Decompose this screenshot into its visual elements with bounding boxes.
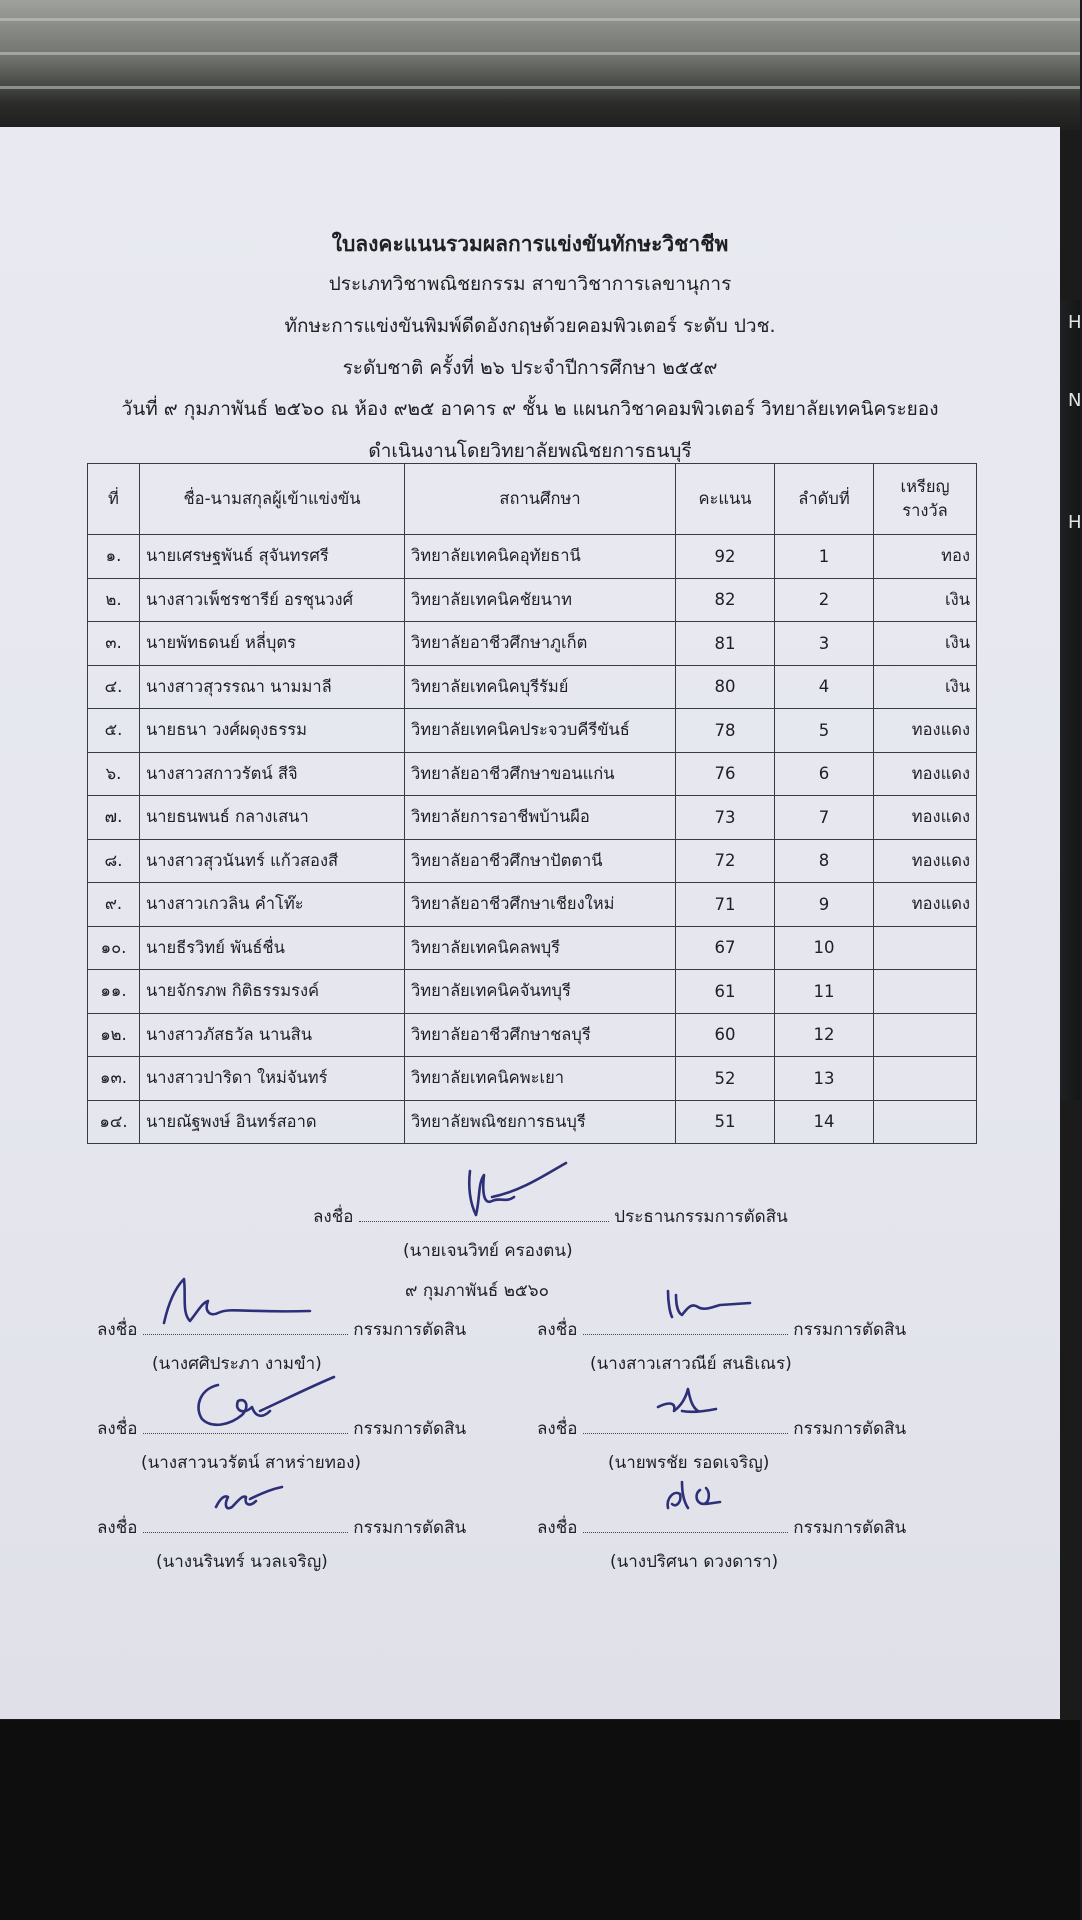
header-score: คะแนน [676, 464, 775, 535]
medal-award [874, 926, 977, 970]
judge-3-signature-mark [190, 1367, 340, 1437]
medal-award: เงิน [874, 622, 977, 666]
row-number: ๑๑. [88, 970, 140, 1014]
rank: 3 [775, 622, 874, 666]
medal-award: เงิน [874, 665, 977, 709]
subtitle-skill: ทักษะการแข่งขันพิมพ์ดีดอังกฤษด้วยคอมพิวเตอร์ ระดับ ปวช. [284, 315, 776, 337]
judge-6-signature-mark [660, 1472, 730, 1522]
school-name: วิทยาลัยเทคนิคชัยนาท [405, 578, 676, 622]
score: 80 [676, 665, 775, 709]
sign-label: ลงชื่อ [97, 1320, 138, 1340]
judge-4-signature-mark [652, 1367, 722, 1427]
table-row [88, 1100, 977, 1144]
row-number: ๑๒. [88, 1013, 140, 1057]
header-no: ที่ [88, 464, 140, 535]
table-row [88, 926, 977, 970]
medal-award: ทอง [874, 535, 977, 579]
school-name: วิทยาลัยเทคนิคจันทบุรี [405, 970, 676, 1014]
score: 71 [676, 883, 775, 927]
header-name: ชื่อ-นามสกุลผู้เข้าแข่งขัน [140, 464, 405, 535]
row-number: ๔. [88, 665, 140, 709]
school-name: วิทยาลัยอาชีวศึกษาชลบุรี [405, 1013, 676, 1057]
table-row [88, 796, 977, 840]
medal-award [874, 1013, 977, 1057]
medal-award: ทองแดง [874, 752, 977, 796]
school-name: วิทยาลัยการอาชีพบ้านผือ [405, 796, 676, 840]
score: 60 [676, 1013, 775, 1057]
school-name: วิทยาลัยอาชีวศึกษาภูเก็ต [405, 622, 676, 666]
contestant-name: นางสาวสกาวรัตน์ สีจิ [140, 752, 405, 796]
header-school: สถานศึกษา [405, 464, 676, 535]
table-row [88, 535, 977, 579]
table-header-row [88, 464, 977, 535]
contestant-name: นางสาวสุวนันทร์ แก้วสองสี [140, 839, 405, 883]
school-name: วิทยาลัยเทคนิคลพบุรี [405, 926, 676, 970]
row-number: ๗. [88, 796, 140, 840]
subtitle-date-venue: วันที่ ๙ กุมภาพันธ์ ๒๕๖๐ ณ ห้อง ๙๒๕ อาคาร ๙ ชั้น ๒ แผนกวิชาคอมพิวเตอร์ วิทยาลัยเทคนิคระยอง [121, 398, 939, 420]
table-row [88, 578, 977, 622]
rank: 1 [775, 535, 874, 579]
contestant-name: นางสาวภัสธวัล นานสิน [140, 1013, 405, 1057]
chair-name: (นายเจนวิทย์ ครองตน) [403, 1241, 573, 1261]
judge-role: กรรมการตัดสิน [353, 1320, 467, 1340]
rank: 9 [775, 883, 874, 927]
row-number: ๑. [88, 535, 140, 579]
contestant-name: นายธนา วงศ์ผดุงธรรม [140, 709, 405, 753]
rank: 7 [775, 796, 874, 840]
sign-label: ลงชื่อ [97, 1419, 138, 1439]
background-window-frame [0, 0, 1080, 130]
medal-award: ทองแดง [874, 709, 977, 753]
score: 73 [676, 796, 775, 840]
contestant-name: นางสาวเพ็ชรชารีย์ อรชุนวงศ์ [140, 578, 405, 622]
contestant-name: นายธีรวิทย์ พันธ์ชื่น [140, 926, 405, 970]
sign-label: ลงชื่อ [313, 1207, 354, 1227]
school-name: วิทยาลัยอาชีวศึกษาปัตตานี [405, 839, 676, 883]
score: 61 [676, 970, 775, 1014]
rank: 2 [775, 578, 874, 622]
judge-1-name: (นางศศิประภา งามขำ) [152, 1354, 322, 1374]
document-title: ใบลงคะแนนรวมผลการแข่งขันทักษะวิชาชีพ [331, 232, 729, 256]
medal-award: เงิน [874, 578, 977, 622]
sign-label: ลงชื่อ [97, 1518, 138, 1538]
judge-role: กรรมการตัดสิน [353, 1419, 467, 1439]
school-name: วิทยาลัยเทคนิคพะเยา [405, 1057, 676, 1101]
judge-3-name: (นางสาวนวรัตน์ สาหร่ายทอง) [141, 1453, 362, 1473]
score: 51 [676, 1100, 775, 1144]
contestant-name: นางสาวปาริดา ใหม่จันทร์ [140, 1057, 405, 1101]
sign-label: ลงชื่อ [537, 1518, 578, 1538]
table-row [88, 1013, 977, 1057]
school-name: วิทยาลัยพณิชยการธนบุรี [405, 1100, 676, 1144]
background-desk [0, 1720, 1080, 1920]
score: 92 [676, 535, 775, 579]
medal-award [874, 1100, 977, 1144]
rank: 13 [775, 1057, 874, 1101]
contestant-name: นายพัทธดนย์ หลี่บุตร [140, 622, 405, 666]
row-number: ๕. [88, 709, 140, 753]
score: 72 [676, 839, 775, 883]
judge-2-signature-mark [660, 1277, 770, 1327]
table-row [88, 665, 977, 709]
score: 82 [676, 578, 775, 622]
medal-award: ทองแดง [874, 839, 977, 883]
row-number: ๑๓. [88, 1057, 140, 1101]
judge-role: กรรมการตัดสิน [793, 1320, 907, 1340]
table-row [88, 622, 977, 666]
rank: 12 [775, 1013, 874, 1057]
rank: 6 [775, 752, 874, 796]
medal-award: ทองแดง [874, 796, 977, 840]
table-body [88, 535, 977, 1144]
subtitle-level: ระดับชาติ ครั้งที่ ๒๖ ประจำปีการศึกษา ๒๕๕๙ [342, 357, 718, 379]
judge-5-name: (นางนรินทร์ นวลเจริญ) [156, 1552, 328, 1572]
header-medal [874, 464, 977, 535]
school-name: วิทยาลัยเทคนิคบุรีรัมย์ [405, 665, 676, 709]
header-rank: ลำดับที่ [775, 464, 874, 535]
rank: 10 [775, 926, 874, 970]
contestant-name: นางสาวเกวลิน คำโท๊ะ [140, 883, 405, 927]
contestant-name: นายธนพนธ์ กลางเสนา [140, 796, 405, 840]
judge-5-signature-mark [210, 1477, 290, 1527]
contestant-name: นายเศรษฐพันธ์ สุจันทรศรี [140, 535, 405, 579]
judge-6-name: (นางปริศนา ดวงดารา) [610, 1552, 779, 1572]
table-row [88, 883, 977, 927]
table-row [88, 970, 977, 1014]
header-medal-line2: รางวัล [902, 501, 948, 520]
contestant-name: นางสาวสุวรรณา นามมาลี [140, 665, 405, 709]
chair-role: ประธานกรรมการตัดสิน [614, 1207, 788, 1227]
row-number: ๓. [88, 622, 140, 666]
table-row [88, 1057, 977, 1101]
sign-label: ลงชื่อ [537, 1320, 578, 1340]
medal-award: ทองแดง [874, 883, 977, 927]
subtitle-category: ประเภทวิชาพณิชยกรรม สาขาวิชาการเลขานุการ [328, 273, 732, 295]
score: 76 [676, 752, 775, 796]
row-number: ๙. [88, 883, 140, 927]
medal-award [874, 1057, 977, 1101]
score: 78 [676, 709, 775, 753]
judge-1-signature-mark [150, 1267, 320, 1337]
medal-award [874, 970, 977, 1014]
judge-role: กรรมการตัดสิน [793, 1419, 907, 1439]
background-monitor-edge: H N H [1040, 300, 1080, 1100]
chair-signature-mark [462, 1157, 572, 1227]
rank: 4 [775, 665, 874, 709]
score: 67 [676, 926, 775, 970]
row-number: ๖. [88, 752, 140, 796]
rank: 8 [775, 839, 874, 883]
signing-date: ๙ กุมภาพันธ์ ๒๕๖๐ [405, 1281, 549, 1301]
sign-label: ลงชื่อ [537, 1419, 578, 1439]
results-table [87, 463, 977, 1144]
score-sheet-paper [0, 127, 1060, 1719]
header-medal-line1: เหรียญ [900, 477, 950, 497]
school-name: วิทยาลัยอาชีวศึกษาเชียงใหม่ [405, 883, 676, 927]
row-number: ๒. [88, 578, 140, 622]
row-number: ๑๔. [88, 1100, 140, 1144]
judge-2-name: (นางสาวเสาวณีย์ สนธิเณร) [590, 1354, 792, 1374]
score: 81 [676, 622, 775, 666]
school-name: วิทยาลัยอาชีวศึกษาขอนแก่น [405, 752, 676, 796]
score: 52 [676, 1057, 775, 1101]
table-row [88, 839, 977, 883]
table-row [88, 709, 977, 753]
judge-role: กรรมการตัดสิน [793, 1518, 907, 1538]
rank: 14 [775, 1100, 874, 1144]
row-number: ๑๐. [88, 926, 140, 970]
contestant-name: นายณัฐพงษ์ อินทร์สอาด [140, 1100, 405, 1144]
school-name: วิทยาลัยเทคนิคอุทัยธานี [405, 535, 676, 579]
school-name: วิทยาลัยเทคนิคประจวบคีรีขันธ์ [405, 709, 676, 753]
rank: 11 [775, 970, 874, 1014]
rank: 5 [775, 709, 874, 753]
contestant-name: นายจักรภพ กิติธรรมรงค์ [140, 970, 405, 1014]
table-row [88, 752, 977, 796]
judge-4-name: (นายพรชัย รอดเจริญ) [608, 1453, 770, 1473]
row-number: ๘. [88, 839, 140, 883]
judge-role: กรรมการตัดสิน [353, 1518, 467, 1538]
subtitle-organizer: ดำเนินงานโดยวิทยาลัยพณิชยการธนบุรี [368, 440, 692, 462]
